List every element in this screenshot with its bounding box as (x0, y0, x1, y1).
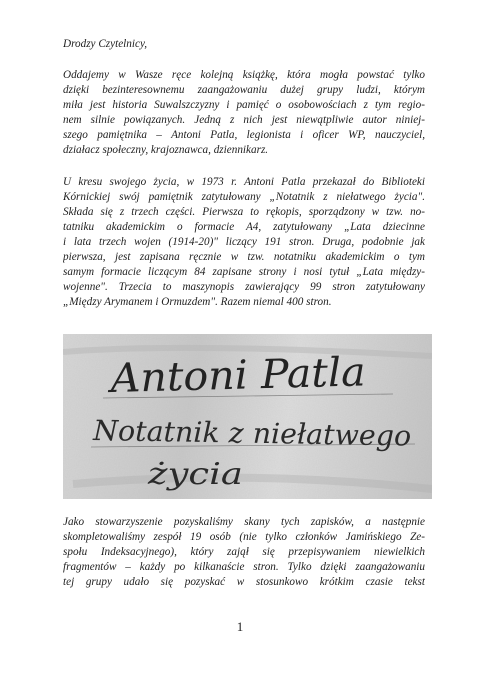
paragraph2-line: Kórnickiej swój pamiętnik zatytułowany „Notatnik z niełatwego życia". (63, 191, 425, 203)
paragraph1-line: nem silnie powiązanych. Jedną z nich jest niewątpliwie autor niniej- (63, 114, 425, 126)
handwriting-line-2: Notatnik z niełatwego (92, 414, 407, 453)
handwriting-image (63, 334, 432, 499)
paragraph2-line: i lata trzech wojen (1914-20)" liczący 191 stron. Druga, podobnie jak (63, 236, 425, 248)
paragraph2-line: Składa się z trzech części. Pierwsza to rękopis, sporządzony w tzw. no- (63, 206, 425, 218)
paragraph2-line: tatniku akademickim o formacie A4, zatytułowany „Lata dziecinne (63, 221, 425, 233)
paragraph3-line: społu Indeksacyjnego), który zajął się przepisywaniem niewielkich (63, 546, 425, 558)
paragraph1-line: szego pamiętnika – Antoni Patla, legionista i oficer WP, nauczyciel, (63, 129, 425, 141)
notebook-cover-photo (63, 334, 432, 499)
paragraph2-line: U kresu swojego życia, w 1973 r. Antoni Patla przekazał do Biblioteki (63, 176, 425, 188)
paragraph2-line: wojenne". Trzecia to maszynopis zawierający 99 stron zatytułowany (63, 281, 425, 293)
handwriting-line-3: życia (146, 457, 243, 492)
paragraph2-line: samym formacie liczącym 84 zapisane strony i nosi tytuł „Lata między- (63, 266, 425, 278)
paragraph3-line: tej grupy udało się pozyskać w stosunkowo krótkim czasie tekst (63, 576, 425, 588)
paragraph2-line: pierwsza, jest zapisana ręcznie w tzw. notatniku akademickim o tym (63, 251, 425, 263)
paragraph2-line: „Między Arymanem i Ormuzdem". Razem niemal 400 stron. (63, 296, 332, 308)
page-number: 1 (236, 619, 244, 634)
paragraph1-line: dzięki bezinteresownemu zaangażowaniu dużej grupy ludzi, którym (63, 84, 425, 96)
greeting: Drodzy Czytelnicy, (63, 38, 148, 50)
paragraph1-line: miła jest historia Suwalszczyzny i pamięć o osobowościach z tym regio- (63, 99, 425, 111)
paragraph3-line: Jako stowarzyszenie pozyskaliśmy skany tych zapisków, a następnie (63, 516, 425, 528)
paragraph1-line: działacz społeczny, krajoznawca, dziennikarz. (63, 144, 269, 156)
paragraph3-line: fragmentów – każdy po kilkanaście stron. Tylko dzięki zaangażowaniu (63, 561, 425, 573)
paragraph3-line: skompletowaliśmy zespół 19 osób (nie tylko członków Jamińskiego Ze- (63, 531, 425, 543)
paragraph1-line: Oddajemy w Wasze ręce kolejną książkę, która mogła powstać tylko (63, 69, 425, 81)
handwriting-line-1: Antoni Patla (110, 349, 359, 402)
